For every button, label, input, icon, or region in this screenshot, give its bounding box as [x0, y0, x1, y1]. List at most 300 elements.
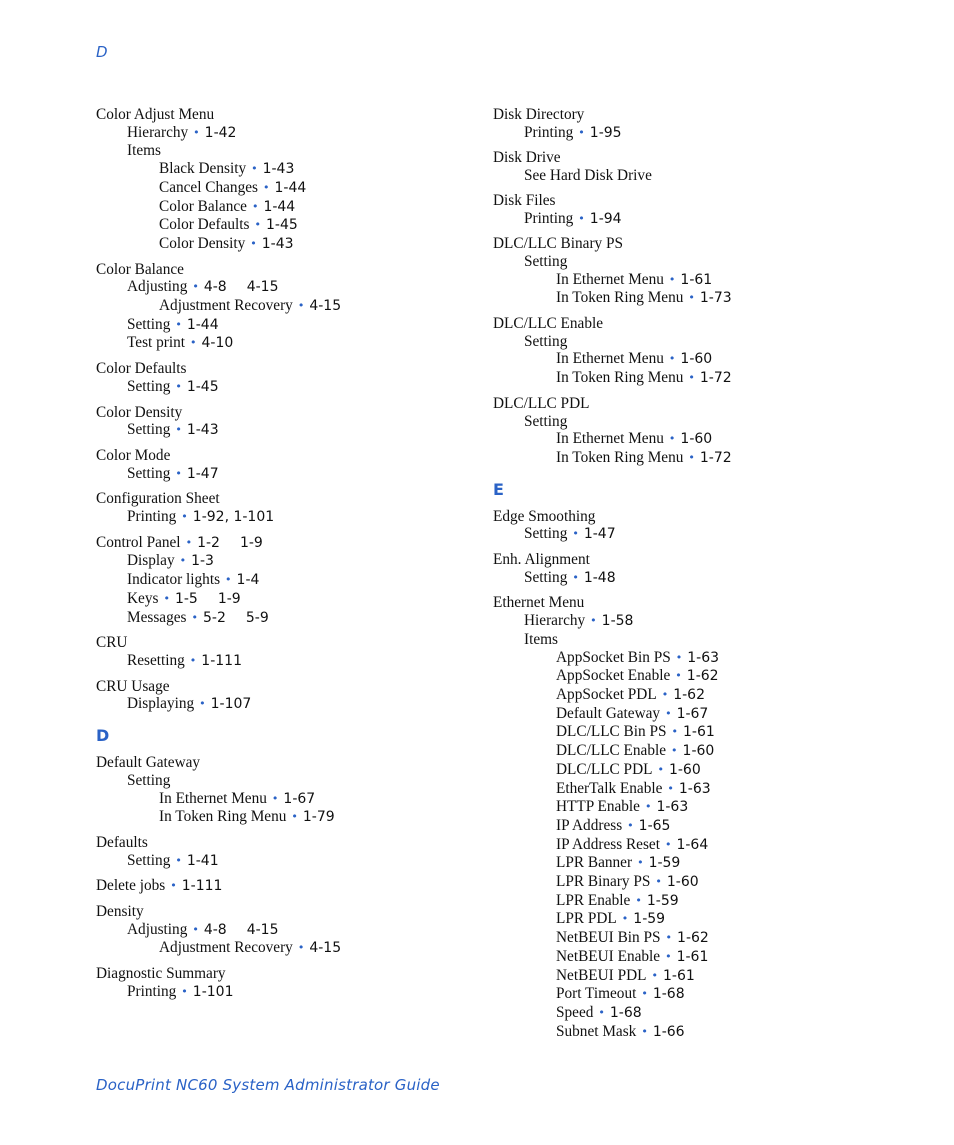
term-text: In Ethernet Menu — [159, 789, 267, 807]
index-subterm — [493, 798, 893, 817]
term-text: IP Address — [556, 816, 623, 834]
index-entry — [96, 965, 496, 1001]
term-text: AppSocket Bin PS — [556, 648, 671, 666]
page-reference[interactable]: 1-92, 1-101 — [192, 509, 275, 526]
bullet-icon: • — [598, 1005, 605, 1019]
index-subterm — [493, 967, 893, 986]
term-text: AppSocket PDL — [556, 685, 657, 703]
index-entry — [96, 106, 496, 254]
bullet-icon: • — [641, 987, 648, 1001]
index-subterm — [493, 686, 893, 705]
index-subterm — [493, 705, 893, 724]
page-reference[interactable]: 1-60 — [666, 874, 699, 891]
bullet-icon: • — [185, 535, 193, 549]
index-term — [493, 508, 893, 526]
page-reference[interactable]: 1-9 — [239, 534, 263, 551]
index-subterm — [493, 667, 893, 686]
index-entry — [493, 149, 893, 184]
page-reference[interactable]: 1-111 — [181, 878, 223, 895]
index-subterm — [493, 333, 893, 351]
term-text: Default Gateway — [96, 754, 201, 772]
bullet-icon: • — [163, 591, 170, 605]
index-entry — [96, 534, 496, 628]
page-reference[interactable]: 1-44 — [274, 179, 307, 196]
index-subterm — [493, 910, 893, 929]
index-subterm — [493, 742, 893, 761]
index-subterm — [493, 289, 893, 308]
bullet-icon: • — [675, 650, 683, 664]
index-term — [96, 678, 496, 696]
term-text: DLC/LLC PDL — [493, 394, 590, 412]
bullet-icon: • — [193, 125, 200, 139]
bullet-icon: • — [271, 791, 279, 805]
bullet-icon: • — [664, 837, 672, 851]
bullet-icon: • — [297, 299, 305, 313]
index-subterm — [493, 369, 893, 388]
term-text: Setting — [127, 421, 171, 439]
term-text: Setting — [127, 464, 171, 482]
page-reference[interactable]: 1-3 — [191, 553, 214, 570]
page-reference[interactable]: 1-61 — [680, 271, 713, 288]
page-reference[interactable]: 5-2 — [202, 609, 226, 626]
index-subterm — [96, 695, 496, 714]
index-entry — [96, 360, 496, 396]
page-reference[interactable]: 1-42 — [204, 124, 237, 141]
bullet-icon: • — [170, 879, 177, 893]
index-entry — [493, 508, 893, 544]
index-subterm — [493, 1004, 893, 1023]
index-subterm — [96, 790, 496, 809]
index-term — [96, 404, 496, 422]
bullet-icon: • — [251, 199, 259, 213]
bullet-icon: • — [262, 180, 270, 194]
index-entry — [493, 106, 893, 142]
term-text: In Token Ring Menu — [556, 448, 684, 466]
term-text: Defaults — [96, 833, 148, 851]
index-entry — [96, 404, 496, 440]
page-reference[interactable]: 1-45 — [266, 217, 298, 234]
bullet-icon: • — [668, 272, 676, 286]
term-text: Configuration Sheet — [96, 490, 220, 508]
page-reference[interactable]: 1-61 — [663, 967, 695, 984]
bullet-icon: • — [192, 280, 199, 294]
page-reference[interactable]: 1-59 — [646, 892, 679, 909]
index-subterm — [493, 569, 893, 588]
bullet-icon: • — [671, 744, 678, 758]
term-text: Color Defaults — [96, 360, 187, 378]
bullet-icon: • — [621, 912, 629, 926]
term-text: AppSocket Enable — [556, 667, 671, 685]
term-text: NetBEUI PDL — [556, 966, 647, 984]
index-entry — [96, 834, 496, 870]
term-text: Hierarchy — [127, 123, 189, 141]
bullet-icon: • — [578, 125, 585, 139]
bullet-icon: • — [175, 853, 182, 867]
bullet-icon: • — [578, 211, 585, 225]
bullet-icon: • — [199, 697, 206, 711]
page-reference[interactable]: 1-2 — [197, 534, 220, 551]
index-entry — [96, 877, 496, 896]
term-text: Edge Smoothing — [493, 507, 596, 525]
term-text: Cancel Changes — [159, 178, 258, 196]
page-reference[interactable]: 1-95 — [589, 124, 622, 141]
index-subterm — [493, 854, 893, 873]
index-subterm — [96, 552, 496, 571]
term-text: In Ethernet Menu — [556, 430, 664, 448]
term-text: Color Defaults — [159, 216, 250, 234]
page-reference[interactable]: 1-43 — [261, 235, 294, 252]
term-text: Indicator lights — [127, 571, 221, 589]
page-reference[interactable]: 1-43 — [262, 161, 295, 178]
page-reference[interactable]: 1-60 — [668, 761, 701, 778]
index-subterm — [493, 350, 893, 369]
page-reference[interactable]: 1-63 — [656, 799, 689, 816]
page-reference[interactable]: 1-72 — [699, 370, 732, 387]
bullet-icon: • — [175, 317, 182, 331]
index-term — [493, 106, 893, 124]
term-text: Printing — [524, 209, 574, 227]
index-subterm — [493, 892, 893, 911]
page-reference[interactable]: 1-68 — [609, 1004, 642, 1021]
term-text: Hierarchy — [524, 612, 586, 630]
term-text: Delete jobs — [96, 877, 166, 895]
term-text: Port Timeout — [556, 985, 637, 1003]
index-term — [96, 634, 496, 652]
page-reference[interactable]: 1-43 — [186, 422, 219, 439]
page-reference[interactable]: 1-62 — [686, 668, 719, 685]
bullet-icon: • — [175, 423, 182, 437]
index-subterm — [493, 985, 893, 1004]
index-term — [493, 395, 893, 413]
page-reference[interactable]: 1-63 — [687, 649, 720, 666]
index-column-right — [493, 106, 893, 1048]
bullet-icon: • — [635, 893, 642, 907]
index-column-left — [96, 106, 496, 1009]
page-reference[interactable]: 1-47 — [583, 526, 616, 543]
section-letter-e: E — [493, 479, 504, 499]
page-reference[interactable]: 1-60 — [680, 351, 713, 368]
page-reference[interactable]: 4-10 — [201, 335, 234, 352]
bullet-icon: • — [297, 941, 305, 955]
bullet-icon: • — [175, 379, 182, 393]
bullet-icon: • — [291, 810, 298, 824]
term-text: LPR Enable — [556, 891, 631, 909]
term-text: LPR Binary PS — [556, 873, 651, 891]
term-text: Color Density — [96, 403, 183, 421]
term-text: Items — [127, 142, 161, 160]
page-reference[interactable]: 4-15 — [309, 298, 342, 315]
bullet-icon: • — [572, 570, 579, 584]
page-reference[interactable]: 1-63 — [678, 780, 711, 797]
index-term — [493, 192, 893, 210]
term-text: CRU Usage — [96, 677, 170, 695]
term-text: Subnet Mask — [556, 1022, 637, 1040]
term-text: Default Gateway — [556, 704, 661, 722]
index-subterm — [493, 723, 893, 742]
index-subterm — [493, 271, 893, 290]
page-reference[interactable]: 1-111 — [201, 652, 242, 669]
term-text: In Token Ring Menu — [556, 289, 684, 307]
page-reference[interactable]: 1-68 — [652, 986, 685, 1003]
index-subterm — [96, 297, 496, 316]
running-header: D — [96, 43, 108, 61]
index-subterm — [96, 179, 496, 198]
term-text: HTTP Enable — [556, 798, 640, 816]
index-subterm — [96, 939, 496, 958]
term-text: In Token Ring Menu — [556, 369, 684, 387]
index-subterm — [96, 772, 496, 790]
index-entry — [493, 551, 893, 587]
index-term — [96, 534, 496, 553]
page-reference[interactable]: 1-72 — [699, 449, 732, 466]
page-reference[interactable]: 1-73 — [699, 290, 732, 307]
page-reference[interactable]: 1-61 — [676, 948, 709, 965]
bullet-icon: • — [651, 968, 658, 982]
page-reference[interactable]: 1-65 — [638, 817, 671, 834]
index-subterm — [96, 590, 496, 609]
page-reference[interactable]: 1-61 — [683, 724, 715, 741]
term-text: Enh. Alignment — [493, 551, 590, 569]
page-reference[interactable]: 1-79 — [302, 809, 335, 826]
index-subterm — [96, 142, 496, 160]
bullet-icon: • — [181, 510, 188, 524]
index-subterm — [493, 929, 893, 948]
term-text: Setting — [524, 252, 568, 270]
term-text: Keys — [127, 589, 159, 607]
term-text: Setting — [524, 412, 568, 430]
index-subterm — [493, 649, 893, 668]
index-subterm — [493, 525, 893, 544]
term-text: Density — [96, 903, 144, 921]
bullet-icon: • — [250, 236, 257, 250]
term-text: NetBEUI Bin PS — [556, 929, 661, 947]
bullet-icon: • — [627, 818, 634, 832]
term-text: In Ethernet Menu — [556, 270, 664, 288]
term-text: Printing — [127, 982, 177, 1000]
term-text: Adjustment Recovery — [159, 939, 293, 957]
bullet-icon: • — [668, 432, 676, 446]
bullet-icon: • — [667, 781, 674, 795]
bullet-icon: • — [572, 527, 579, 541]
term-text: DLC/LLC PDL — [556, 760, 653, 778]
page-reference[interactable]: 5-9 — [245, 609, 269, 626]
index-term — [96, 877, 496, 896]
page-reference[interactable]: 1-67 — [283, 790, 316, 807]
bullet-icon: • — [191, 610, 198, 624]
running-footer: DocuPrint NC60 System Administrator Guide — [96, 1076, 440, 1094]
term-text: LPR Banner — [556, 854, 633, 872]
index-subterm — [96, 508, 496, 527]
bullet-icon: • — [189, 653, 197, 667]
index-term — [493, 551, 893, 569]
index-entry — [493, 594, 893, 1041]
term-text: Ethernet Menu — [493, 594, 585, 612]
term-text: Setting — [524, 332, 568, 350]
index-subterm — [96, 216, 496, 235]
index-term — [96, 965, 496, 983]
term-text: DLC/LLC Enable — [493, 315, 604, 333]
page-reference[interactable]: 1-47 — [186, 465, 219, 482]
bullet-icon: • — [637, 856, 644, 870]
bullet-icon: • — [590, 614, 597, 628]
term-text: Setting — [127, 851, 171, 869]
term-text: Displaying — [127, 695, 195, 713]
bullet-icon: • — [657, 762, 664, 776]
bullet-icon: • — [225, 573, 232, 587]
index-subterm — [493, 817, 893, 836]
index-subterm — [96, 571, 496, 590]
page-reference[interactable]: 1-101 — [192, 983, 234, 1000]
term-text: CRU — [96, 634, 128, 652]
page-reference[interactable]: 1-44 — [263, 198, 296, 215]
index-entry — [493, 395, 893, 468]
index-term — [493, 315, 893, 333]
page-reference[interactable]: 1-94 — [589, 210, 622, 227]
term-text: Adjusting — [127, 920, 188, 938]
bullet-icon: • — [251, 162, 258, 176]
index-entry — [96, 634, 496, 670]
term-text: Disk Directory — [493, 106, 585, 123]
term-text: Color Density — [159, 234, 246, 252]
index-subterm — [96, 609, 496, 628]
bullet-icon: • — [189, 336, 197, 350]
index-subterm — [493, 430, 893, 449]
term-text: EtherTalk Enable — [556, 779, 663, 797]
index-term — [96, 360, 496, 378]
term-text: Speed — [556, 1003, 594, 1021]
term-text: Color Adjust Menu — [96, 106, 215, 123]
page-reference[interactable]: 1-48 — [583, 569, 616, 586]
index-subterm — [493, 167, 893, 185]
page-reference[interactable]: 1-59 — [648, 855, 681, 872]
term-text: Color Balance — [96, 260, 184, 278]
index-subterm — [493, 612, 893, 631]
index-subterm — [493, 449, 893, 468]
term-text: Printing — [524, 123, 574, 141]
index-entry — [96, 678, 496, 714]
term-text: Printing — [127, 508, 177, 526]
index-term — [96, 261, 496, 279]
index-term — [493, 235, 893, 253]
term-text: Setting — [524, 568, 568, 586]
index-term — [96, 490, 496, 508]
page-reference[interactable]: 1-58 — [601, 613, 634, 630]
index-term — [96, 903, 496, 921]
index-entry — [96, 903, 496, 958]
bullet-icon: • — [688, 450, 695, 464]
term-text: NetBEUI Enable — [556, 947, 661, 965]
page-reference[interactable]: 4-8 — [203, 921, 227, 938]
page-reference[interactable]: 1-60 — [682, 743, 715, 760]
index-entry — [96, 754, 496, 827]
page-reference[interactable]: 1-60 — [680, 431, 713, 448]
index-subterm — [493, 780, 893, 799]
bullet-icon: • — [675, 669, 682, 683]
index-subterm — [96, 983, 496, 1002]
term-text: Adjusting — [127, 278, 188, 296]
bullet-icon: • — [181, 984, 188, 998]
page-reference[interactable]: 1-66 — [652, 1023, 685, 1040]
page-reference[interactable]: 1-45 — [186, 378, 219, 395]
page-reference[interactable]: 1-64 — [676, 836, 709, 853]
index-subterm — [493, 413, 893, 431]
index-subterm — [96, 160, 496, 179]
bullet-icon: • — [179, 554, 187, 568]
term-text: In Ethernet Menu — [556, 350, 664, 368]
term-text: IP Address Reset — [556, 835, 660, 853]
term-text: Color Balance — [159, 197, 247, 215]
index-term — [96, 834, 496, 852]
index-subterm — [96, 278, 496, 297]
term-text: Messages — [127, 608, 187, 626]
term-text: DLC/LLC Enable — [556, 742, 667, 760]
bullet-icon: • — [665, 949, 672, 963]
index-term — [96, 106, 496, 124]
index-subterm — [96, 235, 496, 254]
page-reference[interactable]: 1-9 — [217, 590, 241, 607]
index-subterm — [493, 210, 893, 229]
page-reference[interactable]: 1-62 — [673, 686, 705, 703]
index-subterm — [96, 465, 496, 484]
index-subterm — [493, 948, 893, 967]
bullet-icon: • — [671, 725, 678, 739]
index-term — [96, 447, 496, 465]
term-text: In Token Ring Menu — [159, 808, 287, 826]
index-subterm — [96, 124, 496, 143]
bullet-icon: • — [655, 875, 662, 889]
index-term — [493, 594, 893, 612]
index-subterm — [96, 852, 496, 871]
page-reference[interactable]: 1-41 — [186, 852, 219, 869]
term-text: Adjustment Recovery — [159, 297, 293, 315]
index-term — [96, 754, 496, 772]
index-entry — [96, 261, 496, 354]
page-reference[interactable]: 1-67 — [676, 705, 709, 722]
index-subterm — [96, 808, 496, 827]
page-reference[interactable]: 4-15 — [246, 279, 279, 296]
bullet-icon: • — [665, 706, 672, 720]
index-term — [493, 149, 893, 167]
term-text: Control Panel — [96, 533, 181, 551]
page-reference[interactable]: 4-8 — [203, 279, 227, 296]
bullet-icon: • — [644, 800, 652, 814]
page-reference[interactable]: 1-59 — [633, 911, 666, 928]
bullet-icon: • — [661, 687, 669, 701]
term-text: Test print — [127, 334, 185, 352]
bullet-icon: • — [668, 352, 676, 366]
page-reference[interactable]: 4-15 — [309, 940, 342, 957]
index-subterm — [96, 921, 496, 940]
index-subterm — [493, 1023, 893, 1042]
page-reference[interactable]: 1-4 — [236, 572, 260, 589]
page-reference[interactable]: 1-62 — [677, 930, 709, 947]
index-entry — [493, 235, 893, 308]
page-reference[interactable]: 1-107 — [210, 696, 252, 713]
term-text: Color Mode — [96, 446, 171, 464]
term-text: Items — [524, 630, 558, 648]
index-subterm — [493, 873, 893, 892]
term-text: Setting — [524, 525, 568, 543]
index-subterm — [96, 198, 496, 217]
page-reference[interactable]: 1-5 — [174, 590, 198, 607]
term-text: DLC/LLC Bin PS — [556, 723, 667, 741]
term-text: Setting — [127, 377, 171, 395]
index-subterm — [493, 253, 893, 271]
page-reference[interactable]: 4-15 — [246, 921, 279, 938]
term-text: Disk Files — [493, 191, 556, 209]
page-reference[interactable]: 1-44 — [186, 316, 219, 333]
term-text: Setting — [127, 315, 171, 333]
